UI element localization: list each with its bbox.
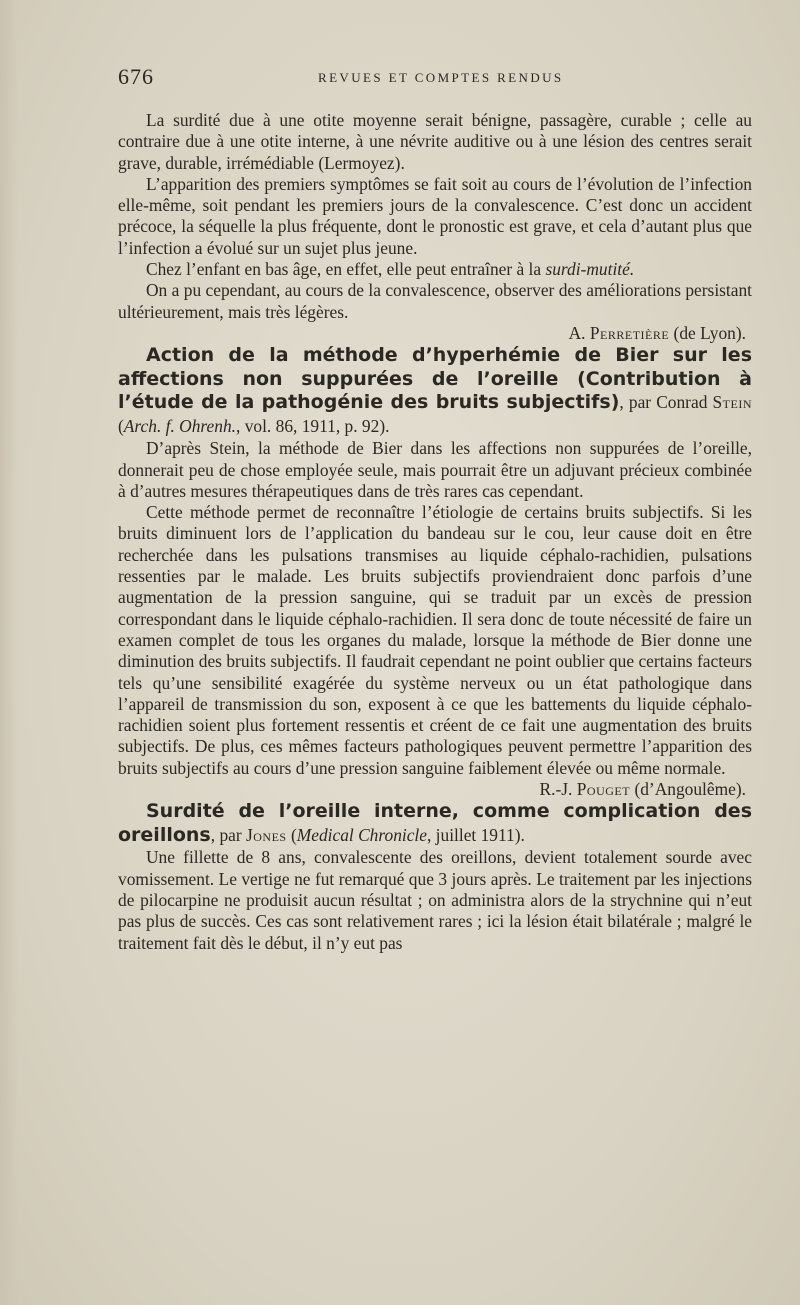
page-header — [118, 64, 752, 94]
article1-paragraph-3 — [118, 259, 752, 280]
article2-signature-place: (d’Angoulême). — [630, 779, 746, 800]
article3-paragraph-1: Une fillette de 8 ans, convalescente des oreillons, devient totalement sourde avec vomissement. Le vertige ne fut remarqué que 3 jours après. Le traitement par les injections de pilocarpine ne produisit aucun résultat ; on administra alors de la strychnine qui n’eut pas plus de succès. Ces cas sont relativement rares ; ici la lésion était bilatérale ; malgré le traitement fait dès le début, il n’y eut pas — [118, 847, 752, 953]
article2-heading-by: , par Conrad — [619, 392, 713, 413]
article3-heading-by: , par — [210, 824, 246, 845]
article2-signature — [118, 779, 752, 800]
article2-signature-name: Pouget — [576, 779, 631, 800]
article2-heading-author: Stein — [712, 392, 752, 413]
article2-heading-journal: Arch. f. Ohrenh. — [123, 415, 237, 436]
article1-paragraph-3-text: Chez l’enfant en bas âge, en effet, elle peut entraîner à la — [146, 259, 546, 280]
article2-paragraph-2: Cette méthode permet de reconnaître l’étiologie de certains bruits subjectifs. Si les bruits diminuent lors de l’application du bandeau sur le cou, leur cause doit en être recherchée dans les pulsations transmises au liquide céphalo-rachidien, pulsations ressenties par le malade. Les bruits subjectifs proviendraient donc parfois d’une augmentation de la pression sanguine, qui se traduit par un excès de pression correspondant dans le liquide céphalo-rachidien. Il sera donc de toute nécessité de faire un examen complet de tous les organes du malade, lorsque la méthode de Bier donne une diminution des bruits subjectifs. Il faudrait cependant ne point oublier que certains facteurs tels qu’une sensibilité exagérée du système nerveux ou un état pathologique dans l’appareil de transmission du son, exposent à ce que les battements du liquide céphalo-rachidien soient plus fortement ressentis et créent de ce fait une augmentation des bruits subjectifs. De plus, ces mêmes facteurs pathologiques peuvent permettre l’apparition des bruits subjectifs au cours d’une pression sanguine faiblement élevée ou même normale. — [118, 502, 752, 778]
page-number: 676 — [118, 64, 154, 89]
article1-paragraph-3-italic: surdi-mutité. — [545, 259, 635, 280]
article2-heading — [118, 344, 752, 438]
article1-signature-place: (de Lyon). — [669, 322, 746, 343]
article3-heading — [118, 800, 752, 847]
article1-paragraph-1: La surdité due à une otite moyenne serait bénigne, passagère, curable ; celle au contraire due à une otite interne, à une névrite auditive ou à une lésion des centres serait grave, durable, irrémédiable (Lermoyez). — [118, 110, 752, 173]
article3-heading-ref-open: ( — [286, 824, 297, 845]
article2-paragraph-1: D’après Stein, la méthode de Bier dans les affections non suppurées de l’oreille, donnerait peu de chose employée seule, mais pourrait être un adjuvant précieux combinée à d’autres mesures thérapeutiques dans de très rares cas cependant. — [118, 438, 752, 501]
article3-heading-author: Jones — [246, 824, 287, 845]
page-content — [118, 110, 752, 954]
article3-heading-journal: Medical Chronicle — [296, 824, 427, 845]
article1-paragraph-2: L’apparition des premiers symptômes se fait soit au cours de l’évolution de l’infection elle-même, soit pendant les premiers jours de la convalescence. C’est donc un accident précoce, la séquelle la plus fréquente, dont le pronostic est grave, et cela d’autant plus que l’infection a évolué sur un sujet plus jeune. — [118, 173, 752, 258]
article1-signature-name: Perretière — [589, 322, 670, 343]
article2-heading-ref-open: ( — [118, 415, 124, 436]
article2-signature-initial: R.-J. — [539, 779, 577, 800]
article2-heading-ref-rest: , vol. 86, 1911, p. 92). — [236, 415, 390, 436]
article1-signature-initial: A. — [568, 322, 590, 343]
article3-heading-ref-rest: , juillet 1911). — [426, 824, 525, 845]
article1-paragraph-4: On a pu cependant, au cours de la convalescence, observer des améliorations persistant ultérieurement, mais très légères. — [118, 280, 752, 322]
article2-heading-title: Action de la méthode d’hyperhémie de Bier sur les affections non suppurées de l’oreille (Contribution à l’étude de la pathogénie des bruits subjectifs) — [118, 344, 752, 414]
article3-heading-title: Surdité de l’oreille interne, comme complication des oreillons — [118, 800, 752, 846]
article1-signature — [118, 323, 752, 344]
running-head: REVUES ET COMPTES RENDUS — [318, 70, 564, 85]
